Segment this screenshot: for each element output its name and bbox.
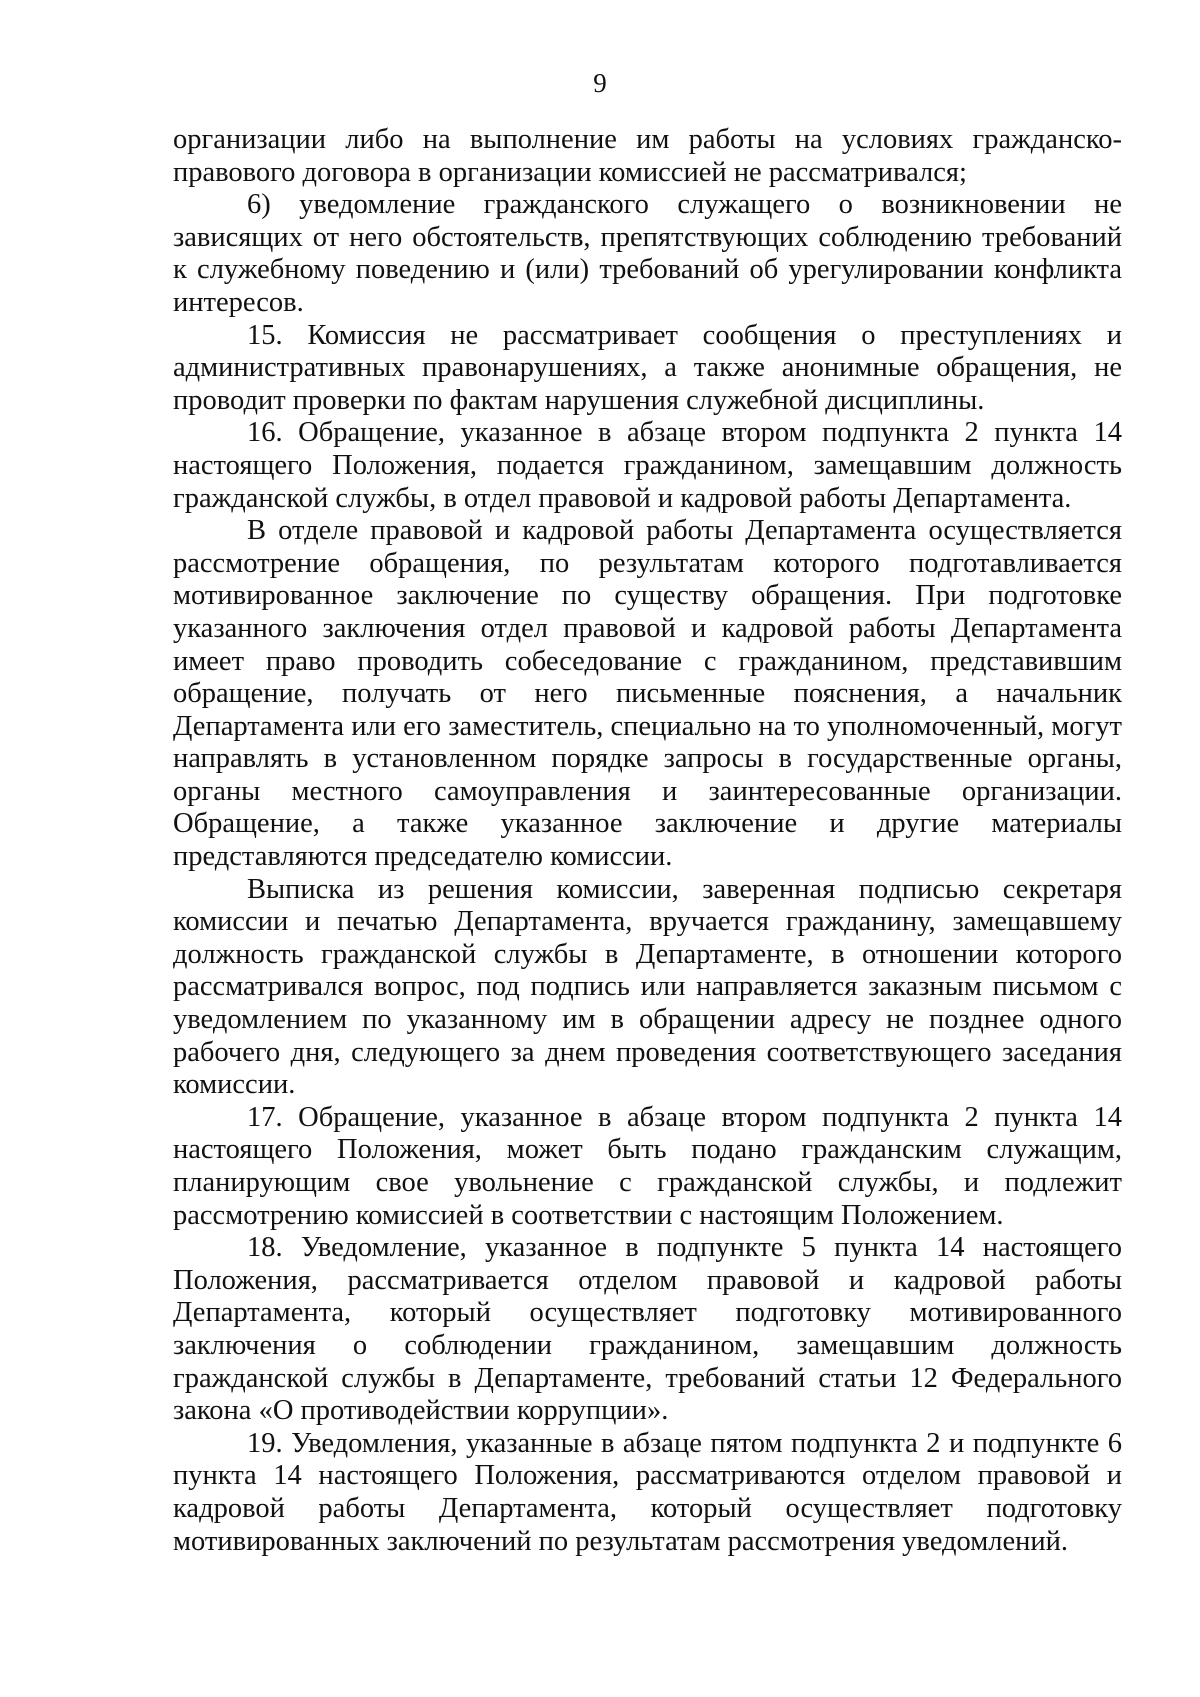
page-number: 9: [593, 68, 607, 98]
paragraph-16-part-3: Выписка из решения комиссии, заверенная подписью секретаря комиссии и печатью Департамента, вручается гражданину, замещавшему должность гражданской службы в Департаменте, в отношении которого рассматривался вопрос, под подпись или направляется заказным письмом с уведомлением по указанному им в обращении адресу не позднее одного рабочего дня, следующего за днем проведения соответствующего заседания комиссии.: [173, 873, 1122, 1101]
paragraph-continuation: организации либо на выполнение им работы на условиях гражданско-правового договора в организации комиссией не рассматривался;: [173, 124, 1122, 188]
paragraph-18: 18. Уведомление, указанное в подпункте 5 пункта 14 настоящего Положения, рассматривается отделом правовой и кадровой работы Департамента, который осуществляет подготовку мотивированного заключения о соблюдении гражданином, замещавшим должность гражданской службы в Департаменте, требований статьи 12 Федерального закона «О противодействии коррупции».: [173, 1232, 1122, 1427]
paragraph-16: 16. Обращение, указанное в абзаце втором подпункта 2 пункта 14 настоящего Положения, подается гражданином, замещавшим должность гражданской службы, в отдел правовой и кадровой работы Департамента.: [173, 417, 1122, 514]
paragraph-19: 19. Уведомления, указанные в абзаце пятом подпункта 2 и подпункте 6 пункта 14 настоящего Положения, рассматриваются отделом правовой и кадровой работы Департамента, который осуществляет подготовку мотивированных заключений по результатам рассмотрения уведомлений.: [173, 1427, 1122, 1557]
document-body: [173, 124, 1122, 1558]
paragraph-15: 15. Комиссия не рассматривает сообщения о преступлениях и административных правонарушениях, а также анонимные обращения, не проводит проверки по фактам нарушения служебной дисциплины.: [173, 319, 1122, 416]
paragraph-16-part-2: В отделе правовой и кадровой работы Департамента осуществляется рассмотрение обращения, по результатам которого подготавливается мотивированное заключение по существу обращения. При подготовке указанного заключения отдел правовой и кадровой работы Департамента имеет право проводить собеседование с гражданином, представившим обращение, получать от него письменные пояснения, а начальник Департамента или его заместитель, специально на то уполномоченный, могут направлять в установленном порядке запросы в государственные органы, органы местного самоуправления и заинтересованные организации. Обращение, а также указанное заключение и другие материалы представляются председателю комиссии.: [173, 515, 1122, 873]
paragraph-17: 17. Обращение, указанное в абзаце втором подпункта 2 пункта 14 настоящего Положения, может быть подано гражданским служащим, планирующим свое увольнение с гражданской службы, и подлежит рассмотрению комиссией в соответствии с настоящим Положением.: [173, 1101, 1122, 1231]
paragraph-item-6: 6) уведомление гражданского служащего о возникновении не зависящих от него обстоятельств, препятствующих соблюдению требований к служебному поведению и (или) требований об урегулировании конфликта интересов.: [173, 189, 1122, 318]
